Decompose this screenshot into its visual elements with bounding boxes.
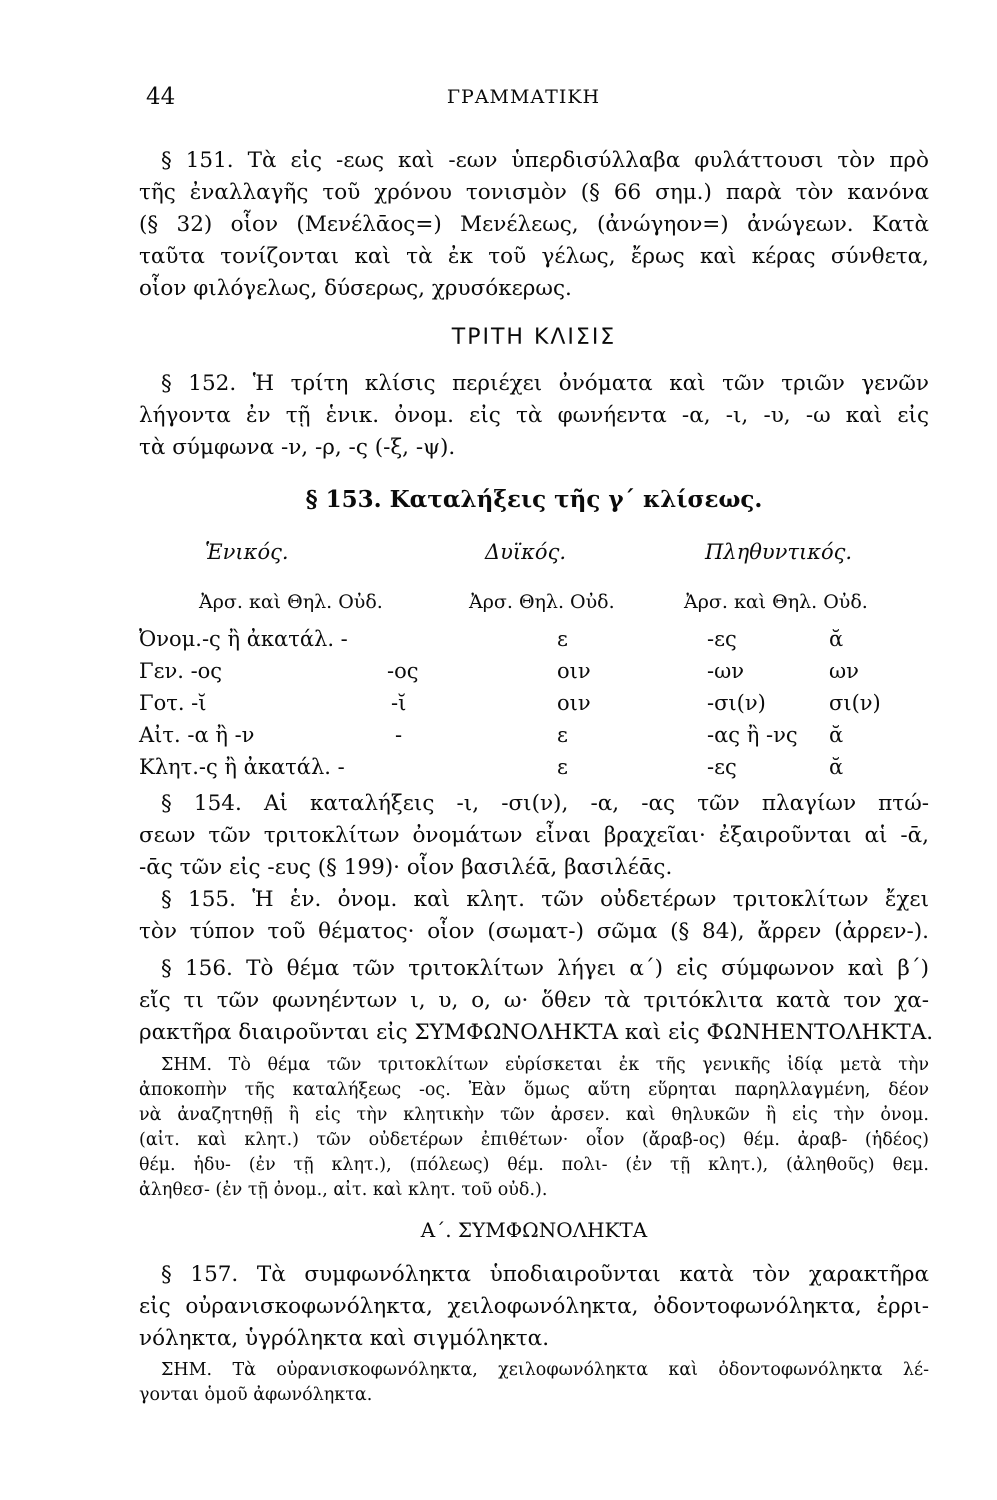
para-151-line: οἷον φιλόγελως, δύσερως, χρυσόκερως. — [139, 276, 572, 301]
table-row — [139, 691, 939, 721]
para-152-line: τὰ σύμφωνα -ν, -ρ, -ς (-ξ, -ψ). — [139, 435, 456, 460]
cell-plural-mf: -ων — [707, 659, 744, 683]
para-157-line: § 157. Τὰ συμφωνόληκτα ὑποδιαιροῦνται κατὰ τὸν χαρακτῆρα — [161, 1262, 929, 1287]
para-157-line: εἰς οὐρανισκοφωνόληκτα, χειλοφωνόληκτα, ὀδοντοφωνόληκτα, ἐρρι- — [139, 1294, 929, 1319]
cell-plural-n: ᾰ — [829, 755, 844, 779]
table-row — [139, 723, 939, 753]
cell-singular: Κλητ.-ς ἢ ἀκατάλ. - — [139, 755, 345, 779]
section-title: ΤΡΙΤΗ ΚΛΙΣΙΣ — [451, 325, 617, 350]
note-line: θέμ. ἡδυ- (ἐν τῇ κλητ.), (πόλεως) θέμ. πολι- (ἐν τῇ κλητ.), (ἀληθοῦς) θεμ. — [139, 1155, 929, 1175]
para-156-line: ρακτῆρα διαιροῦνται εἰς ΣΥΜΦΩΝΟΛΗΚΤΑ καὶ εἰς ΦΩΝΗΕΝΤΟΛΗΚΤΑ. — [139, 1020, 934, 1045]
para-155-line: τὸν τύπον τοῦ θέματος· οἷον (σωματ-) σῶμα (§ 84), ἄρρεν (ἀρρεν-). — [139, 919, 929, 944]
para-152-line: λήγοντα ἐν τῇ ἑνικ. ὀνομ. εἰς τὰ φωνήεντα -α, -ι, -υ, -ω καὶ εἰς — [139, 403, 929, 428]
para-151-line: § 151. Τὰ εἰς -εως καὶ -εων ὑπερδισύλλαβα φυλάττουσι τὸν πρὸ — [161, 148, 929, 173]
number-dual: Δυϊκός. — [485, 540, 567, 564]
cell-plural-mf: -ας ἢ -νς — [707, 723, 798, 747]
gender-head-dual: Ἀρσ. Θηλ. Οὐδ. — [469, 591, 615, 613]
cell-dual: οιν — [557, 659, 591, 683]
note-line: (αἰτ. καὶ κλητ.) τῶν οὐδετέρων ἐπιθέτων· οἷον (ἄραβ-ος) θέμ. ἀραβ- (ἡδέος) — [139, 1130, 929, 1150]
para-151-line: (§ 32) οἷον (Μενέλᾱος=) Μενέλεως, (ἀνώγηον=) ἀνώγεων. Κατὰ — [139, 212, 929, 237]
cell-dual: ε — [557, 755, 568, 779]
cell-plural-n: ᾰ — [829, 627, 844, 651]
para-153-heading: § 153. Καταλήξεις τῆς γ´ κλίσεως. — [305, 486, 763, 513]
cell-singular: Γεν. -ος — [139, 659, 223, 683]
cell-plural-n: σι(ν) — [829, 691, 881, 715]
table-gender-heads — [139, 591, 939, 621]
cell-singular: Αἰτ. -α ἢ -ν — [139, 723, 255, 747]
note-line: ΣΗΜ. Τὰ οὐρανισκοφωνόληκτα, χειλοφωνόληκτα καὶ ὀδοντοφωνόληκτα λέ- — [161, 1360, 929, 1380]
cell-singular-neuter: - — [395, 723, 403, 747]
cell-plural-n: ᾰ — [829, 723, 844, 747]
note-line: γονται ὁμοῦ ἀφωνόληκτα. — [139, 1385, 373, 1405]
gender-head-singular: Ἀρσ. καὶ Θηλ. Οὐδ. — [199, 591, 383, 613]
number-singular: Ἑνικός. — [205, 540, 289, 564]
para-156-line: εἴς τι τῶν φωνηέντων ι, υ, ο, ω· ὅθεν τὰ τριτόκλιτα κατὰ τον χα- — [139, 988, 929, 1013]
para-157-line: νόληκτα, ὑγρόληκτα καὶ σιγμόληκτα. — [139, 1326, 550, 1351]
table-row — [139, 627, 939, 657]
subsection-title: Α´. ΣΥΜΦΩΝΟΛΗΚΤΑ — [420, 1218, 648, 1242]
running-title: ΓΡΑΜΜΑΤΙΚΗ — [446, 86, 601, 108]
para-151-line: τῆς ἐναλλαγῆς τοῦ χρόνου τονισμὸν (§ 66 σημ.) παρὰ τὸν κανόνα — [139, 180, 929, 205]
cell-singular-neuter: -ῐ — [391, 691, 407, 715]
table-number-heads — [139, 540, 939, 570]
cell-dual: ε — [557, 627, 568, 651]
note-line: ἀποκοπὴν τῆς καταλήξεως -ος. Ἐὰν ὅμως αὕτη εὕρηται παρηλλαγμένη, δέον — [139, 1080, 929, 1100]
para-154-line: -ᾱς τῶν εἰς -ευς (§ 199)· οἷον βασιλέᾱ, βασιλέᾱς. — [139, 855, 673, 880]
table-row — [139, 659, 939, 689]
cell-dual: οιν — [557, 691, 591, 715]
para-156-line: § 156. Τὸ θέμα τῶν τριτοκλίτων λήγει α´) εἰς σύμφωνον καὶ β´) — [161, 956, 929, 981]
cell-plural-mf: -ες — [707, 627, 737, 651]
cell-singular-neuter: -ος — [387, 659, 419, 683]
cell-plural-n: ων — [829, 659, 859, 683]
para-154-line: § 154. Αἱ καταλήξεις -ι, -σι(ν), -α, -ας τῶν πλαγίων πτώ- — [161, 791, 929, 816]
note-line: νὰ ἀναζητηθῇ ἢ εἰς τὴν κλητικὴν τῶν ἀρσεν. καὶ θηλυκῶν ἢ εἰς τὴν ὀνομ. — [139, 1105, 929, 1125]
para-155-line: § 155. Ἡ ἑν. ὀνομ. καὶ κλητ. τῶν οὐδετέρων τριτοκλίτων ἔχει — [161, 887, 929, 912]
cell-singular: Ὀνομ.-ς ἢ ἀκατάλ. - — [139, 627, 348, 651]
note-line: ΣΗΜ. Τὸ θέμα τῶν τριτοκλίτων εὑρίσκεται ἐκ τῆς γενικῆς ἰδίᾳ μετὰ τὴν — [161, 1055, 929, 1075]
note-line: ἀληθεσ- (ἐν τῇ ὀνομ., αἰτ. καὶ κλητ. τοῦ οὐδ.). — [139, 1180, 548, 1200]
para-152-line: § 152. Ἡ τρίτη κλίσις περιέχει ὀνόματα καὶ τῶν τριῶν γενῶν — [161, 371, 929, 396]
number-plural: Πληθυντικός. — [705, 540, 853, 564]
cell-singular: Γοτ. -ῐ — [139, 691, 207, 715]
cell-plural-mf: -ες — [707, 755, 737, 779]
page-number: 44 — [146, 84, 176, 110]
para-151-line: ταῦτα τονίζονται καὶ τὰ ἐκ τοῦ γέλως, ἔρως καὶ κέρας σύνθετα, — [139, 244, 929, 269]
table-row — [139, 755, 939, 785]
page-header — [146, 84, 901, 114]
cell-dual: ε — [557, 723, 568, 747]
cell-plural-mf: -σι(ν) — [707, 691, 766, 715]
para-154-line: σεων τῶν τριτοκλίτων ὀνομάτων εἶναι βραχεῖαι· ἐξαιροῦνται αἱ -ᾱ, — [139, 823, 929, 848]
gender-head-plural: Ἀρσ. καὶ Θηλ. Οὐδ. — [684, 591, 868, 613]
